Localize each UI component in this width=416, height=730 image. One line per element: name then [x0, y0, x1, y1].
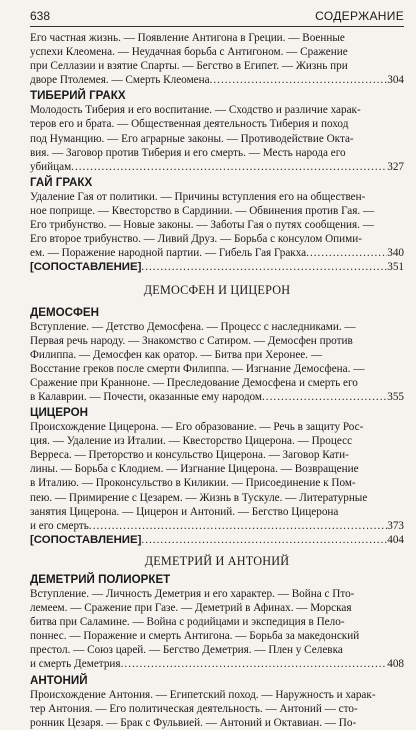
section-title-demetrius-antony: ДЕМЕТРИЙ И АНТОНИЙ: [144, 553, 290, 568]
dot-leader: [306, 246, 387, 260]
toc-content: [30, 27, 404, 730]
toc-entry-cleomenes: [30, 31, 404, 87]
toc-heading-cicero: ЦИЦЕРОН: [30, 406, 88, 420]
toc-heading-tiberius: ТИБЕРИЙ ГРАКХ: [30, 89, 126, 103]
toc-heading-demosthenes: ДЕМОСФЕН: [30, 305, 100, 319]
toc-entry-cicero: [30, 420, 404, 533]
dot-leader: [89, 519, 387, 533]
toc-line: престол. — Союз царей. — Бегство Деметрия. — Плен у Селевка: [30, 644, 343, 657]
toc-line: Вступление. — Детство Демосфена. — Процесс с наследниками. —: [30, 320, 356, 333]
toc-line: Сражение при Кранноне. — Преследование Демосфена и смерть его: [30, 376, 358, 389]
toc-line: Восстание греков после смерти Филиппа. — Изгнание Демосфена. —: [30, 362, 365, 375]
toc-page-ref: 404: [387, 533, 404, 546]
toc-entry-demosthenes: [30, 320, 404, 405]
toc-page-ref: 355: [387, 390, 404, 403]
toc-leader-line: [30, 390, 404, 404]
dot-leader: [210, 73, 388, 87]
toc-line: занятия Цицерона. — Цицерон и Антоний. — Бегство Цицерона: [30, 505, 339, 518]
toc-line: успехи Клеомена. — Неудачная борьба с Антигоном. — Сражение: [30, 46, 348, 59]
toc-line: лемеем. — Сражение при Газе. — Деметрий в Афинах. — Морская: [30, 602, 352, 615]
toc-leader-line: [30, 73, 404, 87]
toc-line-last: и смерть Деметрия: [30, 658, 121, 671]
dot-leader: [141, 533, 387, 547]
toc-heading-antony: АНТОНИЙ: [30, 673, 88, 687]
toc-line-last: дворе Птолемея. — Смерть Клеомена: [30, 74, 210, 87]
toc-page-ref: 304: [387, 74, 404, 87]
toc-leader-line: [30, 160, 404, 174]
toc-page-ref: 373: [387, 519, 404, 532]
toc-line-last: убийцам: [30, 160, 72, 173]
toc-heading-demetrius: ДЕМЕТРИЙ ПОЛИОРКЕТ: [30, 573, 171, 586]
toc-line: Его второе трибунство. — Ливий Друз. — Борьба с консулом Опими-: [30, 233, 362, 246]
running-header: [30, 0, 404, 27]
toc-line: ное поприще. — Квесторство в Сардинии. — Обвинения против Гая. —: [30, 204, 375, 217]
toc-line: Верреса. — Преторство и консульство Цицерона. — Заговор Кати-: [30, 449, 349, 462]
toc-entry-antony: [30, 688, 404, 730]
toc-line: ция. — Удаление из Италии. — Квесторство Цицерона. — Процесс: [30, 435, 353, 448]
toc-heading-comparison: [СОПОСТАВЛЕНИЕ]: [30, 261, 142, 274]
toc-page-ref: 408: [387, 658, 404, 671]
dot-leader: [262, 390, 387, 404]
toc-line: ронник Цезаря. — Брак с Фульвией. — Антоний и Октавиан. — По-: [30, 716, 357, 729]
toc-heading-gaius: ГАЙ ГРАКХ: [30, 175, 93, 189]
toc-line: Его трибунство. — Новые законы. — Заботы Гая о путях сообщения. —: [30, 219, 374, 232]
toc-line: вия. — Заговор против Тиберия и его смерть. — Месть народа его: [30, 146, 346, 159]
section-title-demosthenes-cicero: ДЕМОСФЕН И ЦИЦЕРОН: [143, 283, 291, 298]
dot-leader: [141, 260, 387, 274]
toc-line: теров его и брата. — Общественная деятельность Тиберия и поход: [30, 118, 349, 131]
toc-page-ref: 340: [387, 247, 404, 260]
toc-line: Филиппа. — Демосфен как оратор. — Битва при Херонее. —: [30, 348, 323, 361]
toc-line: пею. — Примирение с Цезарем. — Жизнь в Тускуле. — Литературные: [30, 491, 368, 504]
toc-leader-line: [30, 657, 404, 671]
toc-line: поннес. — Поражение и смерть Антигона. — Борьба за македонский: [30, 630, 360, 643]
dot-leader: [121, 657, 388, 671]
toc-line-last: ем. — Поражение народной партии. — Гибель Гая Гракха: [30, 247, 307, 260]
toc-page-ref: 351: [387, 261, 404, 274]
toc-heading-comparison: [СОПОСТАВЛЕНИЕ]: [30, 533, 142, 546]
toc-line: Удаление Гая от политики. — Причины вступления его на обществен-: [30, 190, 366, 203]
page-number: 638: [30, 9, 51, 23]
toc-line: при Селлазии и взятие Спарты. — Бегство в Египет. — Жизнь при: [30, 60, 348, 73]
toc-entry-comparison-1: [30, 260, 404, 274]
running-title: СОДЕРЖАНИЕ: [315, 9, 404, 23]
toc-entry-comparison-2: [30, 533, 404, 547]
dot-leader: [71, 160, 387, 174]
toc-entry-demetrius: [30, 587, 404, 672]
toc-line: в Италию. — Проконсульство в Киликии. — Присоединение к Пом-: [30, 477, 356, 490]
toc-line: Молодость Тиберия и его воспитание. — Сходство и различие харак-: [30, 104, 361, 117]
toc-line: тер Антония. — Его политическая деятельность. — Антоний — сто-: [30, 702, 358, 715]
toc-entry-gaius: [30, 190, 404, 260]
toc-line: Происхождение Цицерона. — Его образование. — Речь в защиту Рос-: [30, 421, 364, 434]
toc-entry-tiberius: [30, 103, 404, 173]
toc-leader-line: [30, 246, 404, 260]
toc-line: Вступление. — Личность Деметрия и его характер. — Война с Пто-: [30, 588, 355, 600]
toc-line: Первая речь народу. — Знакомство с Сатиром. — Демосфен против: [30, 334, 353, 347]
toc-line: битва при Саламине. — Война с родийцами и экспедиция в Пело-: [30, 616, 345, 629]
toc-line: Его частная жизнь. — Появление Антигона в Греции. — Военные: [30, 32, 345, 44]
toc-line-last: и его смерть: [30, 519, 89, 532]
toc-page-ref: 327: [387, 160, 404, 173]
toc-line: Происхождение Антония. — Египетский поход. — Наружность и харак-: [30, 688, 376, 701]
toc-line-last: в Калаврии. — Почести, оказанные ему народом: [30, 390, 262, 403]
toc-line: лины. — Борьба с Клодием. — Изгнание Цицерона. — Возвращение: [30, 463, 359, 476]
toc-line: под Нуманцию. — Его аграрные законы. — Противодействие Окта-: [30, 132, 354, 145]
toc-leader-line: [30, 519, 404, 533]
